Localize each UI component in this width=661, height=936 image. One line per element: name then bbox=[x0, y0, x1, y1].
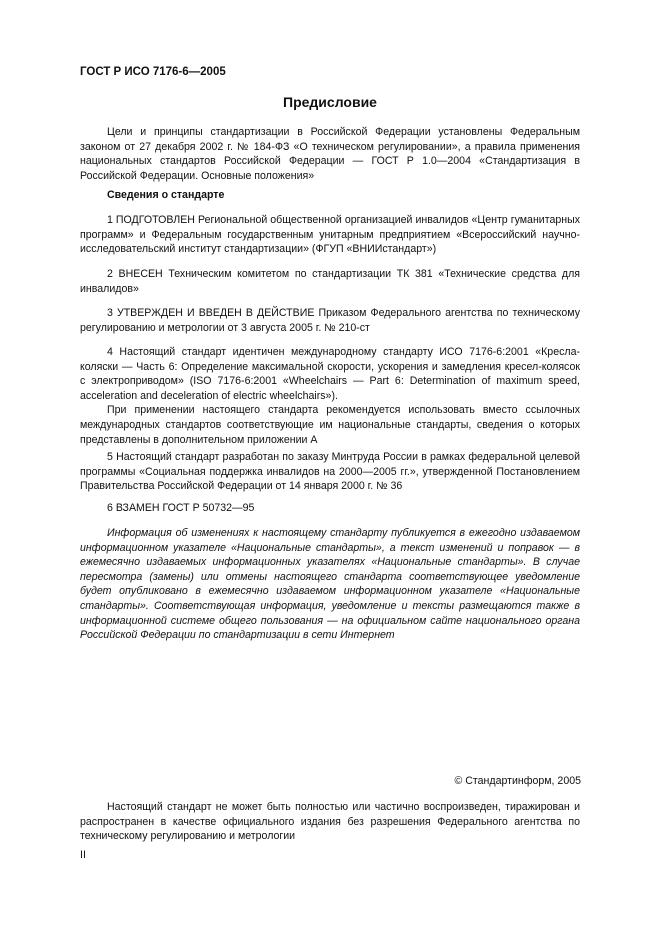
document-code-header: ГОСТ Р ИСО 7176-6—2005 bbox=[80, 66, 226, 78]
info-heading: Сведения о стандарте bbox=[107, 189, 225, 201]
notice-paragraph: Информация об изменениях к настоящему стандарту публикуется в ежегодно издаваемом информационном указателе «Национальные стандарты», а текст изменений и поправок — в ежемесячно издаваемых информационных указателях «Национальные стандарты». В случае пересмотра (замены) или отмены настоящего стандарта соответствующее уведомление будет опубликовано в ежемесячно издаваемом информационном указателе «Национальные стандарты». Соответствующая информация, уведомление и тексты размещаются также в информационной системе общего пользования — на официальном сайте национального органа Российской Федерации по стандартизации в сети Интернет bbox=[80, 527, 580, 642]
page-title: Предисловие bbox=[283, 94, 377, 110]
item-6-paragraph: 6 ВЗАМЕН ГОСТ Р 50732—95 bbox=[107, 502, 255, 514]
item-2-block bbox=[80, 267, 580, 296]
intro-paragraph: Цели и принципы стандартизации в Российской Федерации установлены Федеральным законом от 27 декабря 2002 г. № 184-ФЗ «О техническом регулировании», а правила применения национальных стандартов Российской Федерации — ГОСТ Р 1.0—2004 «Стандартизация в Российской Федерации. Основные положения» bbox=[80, 126, 580, 182]
item-4-paragraph: 4 Настоящий стандарт идентичен международному стандарту ИСО 7176-6:2001 «Кресла-коляски — Часть 6: Определение максимальной скорости, ускорения и замедления кресел-колясок с электроприводом» (ISO 7176-6:2001 «Wheelchairs — Part 6: Determination of maximum speed, acceleration and deceleration of electric wheelchairs»). bbox=[80, 346, 580, 402]
item-5-paragraph: 5 Настоящий стандарт разработан по заказу Минтруда России в рамках федеральной целевой программы «Социальная поддержка инвалидов на 2000—2005 гг.», утвержденной Постановлением Правительства Российской Федерации от 14 января 2000 г. № 36 bbox=[80, 451, 580, 493]
reproduction-paragraph: Настоящий стандарт не может быть полностью или частично воспроизведен, тиражирован и распространен в качестве официального издания без разрешения Федерального агентства по техническому регулированию и метрологии bbox=[80, 801, 580, 843]
item-2-paragraph: 2 ВНЕСЕН Техническим комитетом по стандартизации ТК 381 «Технические средства для инвалидов» bbox=[80, 268, 580, 295]
item-4-block bbox=[80, 345, 580, 447]
item-3-block bbox=[80, 306, 580, 335]
reproduction-block bbox=[80, 800, 580, 844]
item-1-block bbox=[80, 213, 580, 257]
item-1-paragraph: 1 ПОДГОТОВЛЕН Региональной общественной организацией инвалидов «Центр гуманитарных программ» и Федеральным государственным унитарным предприятием «Всероссийский научно-исследовательский институт стандартизации» (ФГУП «ВНИИстандарт») bbox=[80, 214, 580, 256]
item-3-paragraph: 3 УТВЕРЖДЕН И ВВЕДЕН В ДЕЙСТВИЕ Приказом Федерального агентства по техническому регулированию и метрологии от 3 августа 2005 г. № 210-ст bbox=[80, 307, 580, 334]
intro-paragraph-block bbox=[80, 125, 580, 183]
item-6-block bbox=[80, 501, 580, 516]
page-number: II bbox=[80, 849, 86, 861]
item-5-block bbox=[80, 450, 580, 494]
copyright-line: © Стандартинформ, 2005 bbox=[454, 775, 581, 787]
notice-block bbox=[80, 526, 580, 643]
item-4-note-paragraph: При применении настоящего стандарта рекомендуется использовать вместо ссылочных международных стандартов соответствующие им национальные стандарты, сведения о которых представлены в дополнительном приложении А bbox=[80, 404, 580, 446]
